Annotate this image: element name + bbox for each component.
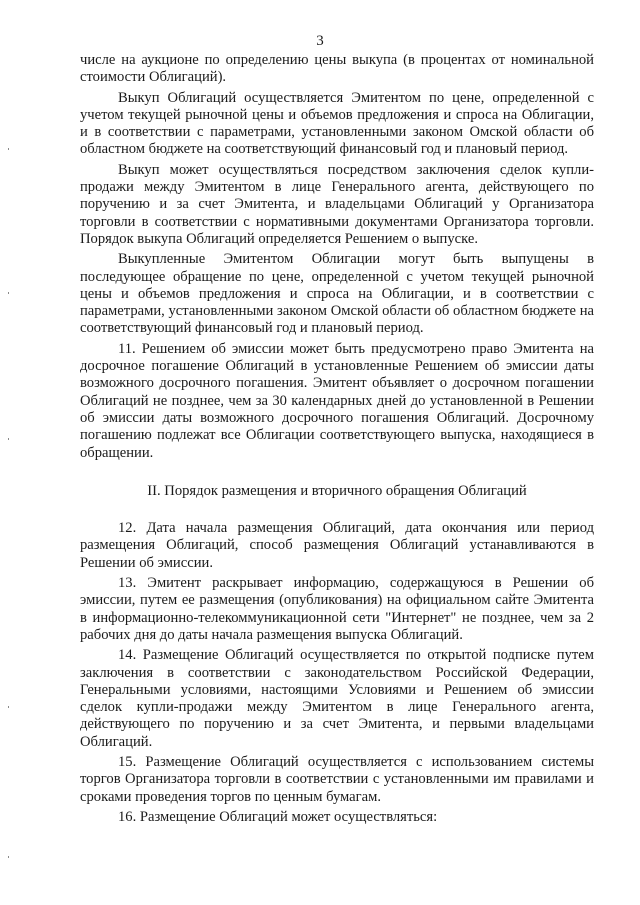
scan-margin-mark [8, 706, 9, 708]
paragraph-continuation: числе на аукционе по определению цены выкупа (в процентах от номинальной стоимости Облигаций). [80, 52, 594, 86]
paragraph-item-12: 12. Дата начала размещения Облигаций, дата окончания или период размещения Облигаций, способ размещения Облигаций устанавливаются в Решении об эмиссии. [80, 520, 594, 571]
paragraph-item-11: 11. Решением об эмиссии может быть предусмотрено право Эмитента на досрочное погашение Облигаций в установленные Решением об эмиссии даты возможного досрочного погашения. Эмитент объявляет о досрочном погашении Облигаций не позднее, чем за 30 календарных дней до установленной в Решении об эмиссии даты возможного досрочного погашения Облигаций. Досрочному погашению подлежат все Облигации соответствующего выпуска, находящиеся в обращении. [80, 340, 594, 461]
page-number: 3 [316, 33, 324, 49]
scan-margin-mark [8, 148, 9, 150]
paragraph-item-14: 14. Размещение Облигаций осуществляется по открытой подписке путем заключения в соответствии с законодательством Российской Федерации, Генеральными условиями, настоящими Условиями и Решением об эмиссии сделок купли-продажи между Эмитентом в лице Генерального агента, действующего по поручению и за счет Эмитента, и первыми владельцами Облигаций. [80, 647, 594, 750]
paragraph-buyback-method: Выкуп может осуществляться посредством заключения сделок купли-продажи между Эмитентом в лице Генерального агента, действующего по поручению и за счет Эмитента, и владельцами Облигаций у Организатора торговли в соответствии с нормативными документами Организатора торговли. Порядок выкупа Облигаций определяется Решением о выпуске. [80, 161, 594, 247]
paragraph-item-13: 13. Эмитент раскрывает информацию, содержащуюся в Решении об эмиссии, путем ее размещения (опубликования) на официальном сайте Эмитента в информационно-телекоммуникационной сети "Интернет" не позднее, чем за 2 рабочих дня до даты начала размещения выпуска Облигаций. [80, 575, 594, 643]
scan-margin-mark [8, 856, 9, 858]
scan-margin-mark [8, 438, 9, 440]
paragraph-item-16: 16. Размещение Облигаций может осуществляться: [118, 808, 438, 825]
paragraph-buyback-price: Выкуп Облигаций осуществляется Эмитентом по цене, определенной с учетом текущей рыночной цены и объемов предложения и спроса на Облигации, и в соответствии с параметрами, установленными законом Омской области об областном бюджете на соответствующий финансовый год и плановый период. [80, 89, 594, 158]
section-heading: II. Порядок размещения и вторичного обращения Облигаций [147, 482, 527, 499]
paragraph-repurchased-bonds: Выкупленные Эмитентом Облигации могут быть выпущены в последующее обращение по цене, определенной с учетом текущей рыночной цены и объемов предложения и спроса на Облигации, и в соответствии с параметрами, установленными законом Омской области об областном бюджете на соответствующий финансовый год и плановый период. [80, 251, 594, 337]
paragraph-item-15: 15. Размещение Облигаций осуществляется с использованием системы торгов Организатора торговли в соответствии с установленными им правилами и сроками проведения торгов по ценным бумагам. [80, 753, 594, 805]
scan-margin-mark [8, 292, 9, 294]
document-body [80, 52, 594, 826]
